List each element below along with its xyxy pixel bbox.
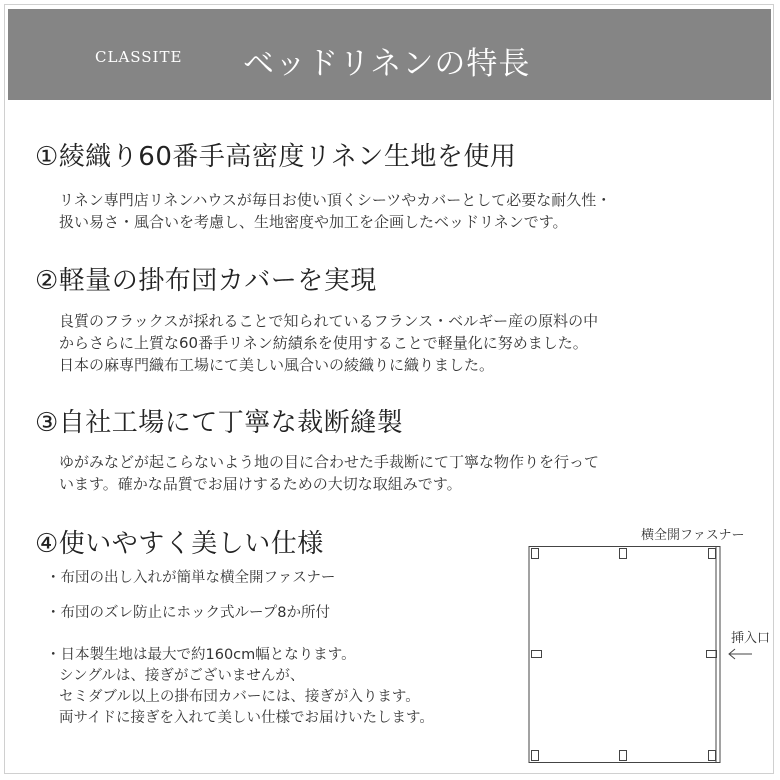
bullet-item-1: ・布団の出し入れが簡単な横全開ファスナー — [46, 570, 336, 586]
section-1-line-2: 扱い易さ・風合いを考慮し、生地密度や加工を企画したベッドリネンです。 — [59, 213, 568, 231]
section-1-heading: ①綾織り60番手高密度リネン生地を使用 — [35, 142, 517, 172]
page-title: ベッドリネンの特長 — [243, 46, 531, 82]
zipper-label: 横全開ファスナー — [641, 528, 745, 543]
bullet-item-3: ・日本製生地は最大で約160cm幅となります。 — [46, 647, 356, 663]
bullet-sub-line-1: シングルは、接ぎがございませんが、 — [59, 668, 305, 684]
section-3-line-1: ゆがみなどが起こらないよう地の目に合わせた手裁断にて丁寧な物作りを行って — [59, 453, 600, 471]
bullet-item-2: ・布団のズレ防止にホック式ループ8か所付 — [46, 605, 330, 621]
section-4-heading: ④使いやすく美しい仕様 — [35, 529, 324, 559]
section-2-line-2: からさらに上質な60番手リネン紡績糸を使用することで軽量化に努めました。 — [59, 334, 588, 352]
bullet-sub-line-3: 両サイドに接ぎを入れて美しい仕様でお届けいたします。 — [59, 710, 434, 726]
section-3-heading: ③自社工場にて丁寧な裁断縫製 — [35, 408, 404, 438]
section-2-line-3: 日本の麻専門織布工場にて美しい風合いの綾織りに織りました。 — [59, 356, 495, 374]
section-3-line-2: います。確かな品質でお届けするための大切な取組みです。 — [59, 475, 462, 493]
insert-opening-label: 挿入口 — [731, 631, 771, 646]
section-2-heading: ②軽量の掛布団カバーを実現 — [35, 266, 377, 296]
section-2-line-1: 良質のフラックスが採れることで知られているフランス・ベルギー産の原料の中 — [59, 312, 599, 330]
bullet-sub-line-2: セミダブル以上の掛布団カバーには、接ぎが入ります。 — [59, 689, 420, 705]
section-1-line-1: リネン専門店リネンハウスが毎日お使い頂くシーツやカバーとして必要な耐久性・ — [59, 191, 612, 209]
brand-logo: CLASSITE — [95, 48, 183, 66]
